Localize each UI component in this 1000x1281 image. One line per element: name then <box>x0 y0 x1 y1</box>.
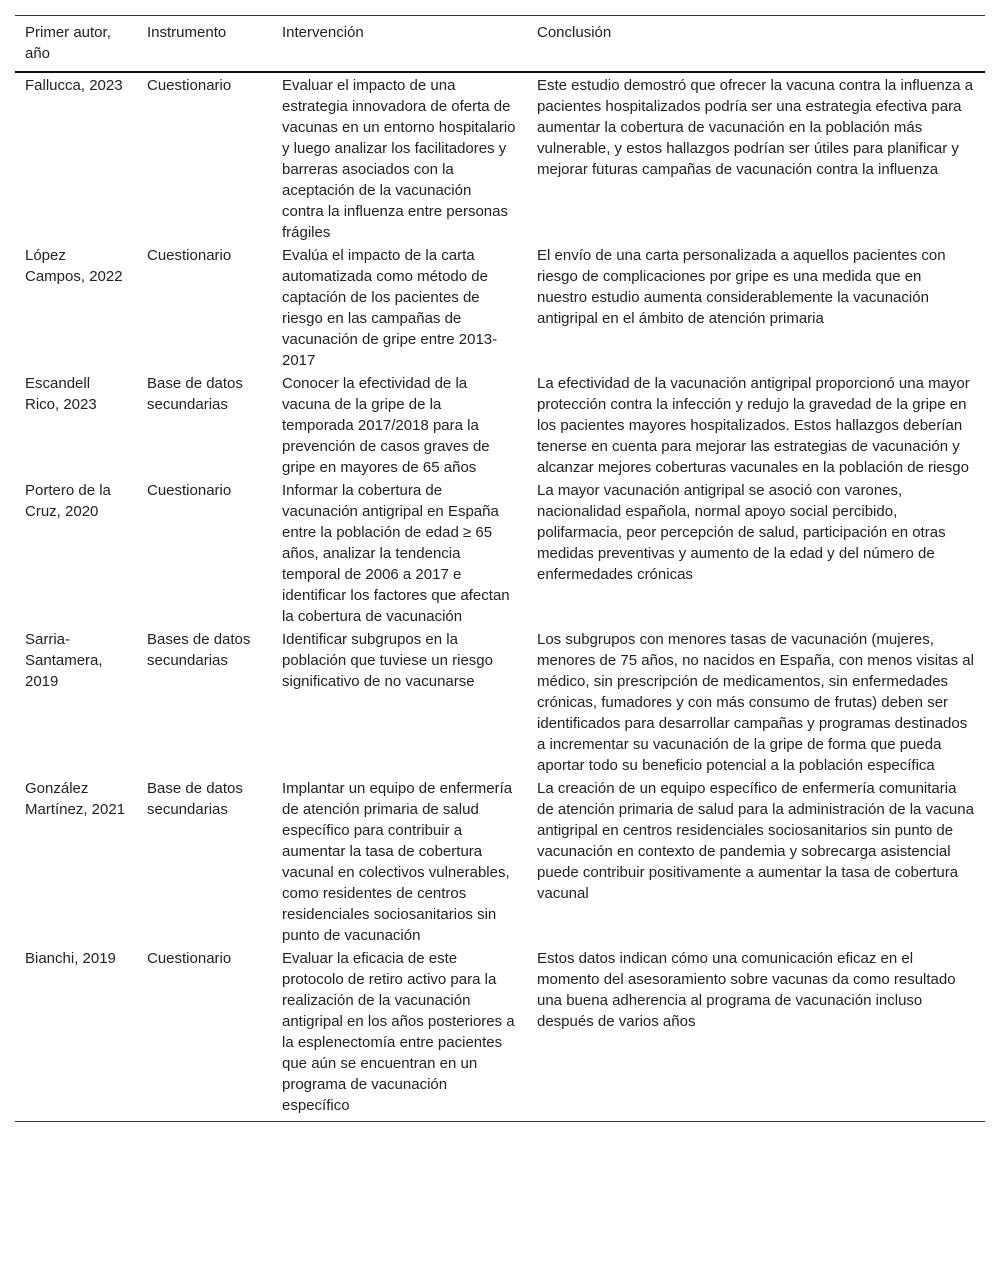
header-instrument: Instrumento <box>147 24 227 41</box>
cell-intervention: Evaluar el impacto de una estrategia innovadora de oferta de vacunas en un entorno hospitalario y luego analizar los facilitadores y barreras asociados con la aceptación de la vacunación contra la influenza entre personas frágiles <box>282 77 516 241</box>
cell-intervention: Informar la cobertura de vacunación antigripal en España entre la población de edad ≥ 65 años, analizar la tendencia temporal de 2006 a 2017 e identificar los factores que afectan la cobertura de vacunación <box>282 482 510 625</box>
table-row <box>15 243 985 371</box>
table-row <box>15 946 985 1122</box>
cell-author: López Campos, 2022 <box>25 247 123 285</box>
cell-instrument: Cuestionario <box>147 950 232 967</box>
header-row <box>15 16 985 73</box>
cell-instrument: Cuestionario <box>147 482 232 499</box>
cell-conclusion: La efectividad de la vacunación antigripal proporcionó una mayor protección contra la infección y redujo la gravedad de la gripe en los pacientes mayores hospitalizados. Estos hallazgos deberían tenerse en cuenta para mejorar las estrategias de vacunación y alcanzar mejores coberturas vacunales en la población de riesgo <box>537 375 970 476</box>
cell-instrument: Base de datos secundarias <box>147 780 243 818</box>
cell-author: Fallucca, 2023 <box>25 77 123 94</box>
cell-conclusion: La creación de un equipo específico de enfermería comunitaria de atención primaria de salud para la administración de la vacuna antigripal en centros residenciales sociosanitarios sin punto de vacunación en contexto de pandemia y sobrecarga asistencial puede contribuir positivamente a aumentar la tasa de cobertura vacunal <box>537 780 974 902</box>
cell-conclusion: Este estudio demostró que ofrecer la vacuna contra la influenza a pacientes hospitalizados podría ser una estrategia efectiva para aumentar la cobertura de vacunación en la población más vulnerable, y estos hallazgos podrían ser útiles para planificar y mejorar futuras campañas de vacunación contra la influenza <box>537 77 974 178</box>
studies-table <box>15 15 985 1122</box>
cell-conclusion: Los subgrupos con menores tasas de vacunación (mujeres, menores de 75 años, no nacidos en España, con menos visitas al médico, sin prescripción de medicamentos, sin enfermedades crónicas, fumadores y con más consumo de frutas) deben ser identificados para desarrollar campañas y programas destinados a incrementar su vacunación de la gripe de forma que pueda aportar todo su beneficio potencial a la población específica <box>537 631 974 774</box>
cell-author: González Martínez, 2021 <box>25 780 126 818</box>
cell-conclusion: Estos datos indican cómo una comunicación eficaz en el momento del asesoramiento sobre vacunas da como resultado una buena adherencia al programa de vacunación incluso después de varios años <box>537 950 956 1030</box>
cell-author: Bianchi, 2019 <box>25 950 116 967</box>
table-row <box>15 72 985 243</box>
header-conclusion: Conclusión <box>537 24 612 41</box>
table-header <box>15 16 985 73</box>
table-row <box>15 776 985 946</box>
cell-intervention: Evaluar la eficacia de este protocolo de retiro activo para la realización de la vacunación antigripal en los años posteriores a la esplenectomía entre pacientes que aún se encuentran en un programa de vacunación específico <box>282 950 515 1114</box>
table-row <box>15 478 985 627</box>
cell-author: Sarria-Santamera, 2019 <box>25 631 103 690</box>
header-author: Primer autor, año <box>25 24 111 62</box>
cell-instrument: Bases de datos secundarias <box>147 631 251 669</box>
table-body <box>15 72 985 1122</box>
header-intervention: Intervención <box>282 24 364 41</box>
cell-conclusion: El envío de una carta personalizada a aquellos pacientes con riesgo de complicaciones por gripe es una medida que en nuestro estudio aumenta considerablemente la vacunación antigripal en el ámbito de atención primaria <box>537 247 946 327</box>
cell-instrument: Cuestionario <box>147 247 232 264</box>
cell-intervention: Evalúa el impacto de la carta automatizada como método de captación de los pacientes de riesgo en las campañas de vacunación de gripe entre 2013-2017 <box>282 247 498 369</box>
cell-instrument: Cuestionario <box>147 77 232 94</box>
cell-intervention: Conocer la efectividad de la vacuna de la gripe de la temporada 2017/2018 para la prevención de casos graves de gripe en mayores de 65 años <box>282 375 490 476</box>
cell-intervention: Identificar subgrupos en la población que tuviese un riesgo significativo de no vacunarse <box>282 631 493 690</box>
table-row <box>15 371 985 478</box>
cell-instrument: Base de datos secundarias <box>147 375 243 413</box>
cell-conclusion: La mayor vacunación antigripal se asoció con varones, nacionalidad española, normal apoyo social percibido, polifarmacia, peor percepción de salud, participación en otras medidas preventivas y aumento de la edad y del número de enfermedades crónicas <box>537 482 946 583</box>
table-row <box>15 627 985 776</box>
cell-intervention: Implantar un equipo de enfermería de atención primaria de salud específico para contribuir a aumentar la tasa de cobertura vacunal en colectivos vulnerables, como residentes de centros residenciales sociosanitarios sin punto de vacunación <box>282 780 513 944</box>
cell-author: Escandell Rico, 2023 <box>25 375 97 413</box>
cell-author: Portero de la Cruz, 2020 <box>25 482 111 520</box>
